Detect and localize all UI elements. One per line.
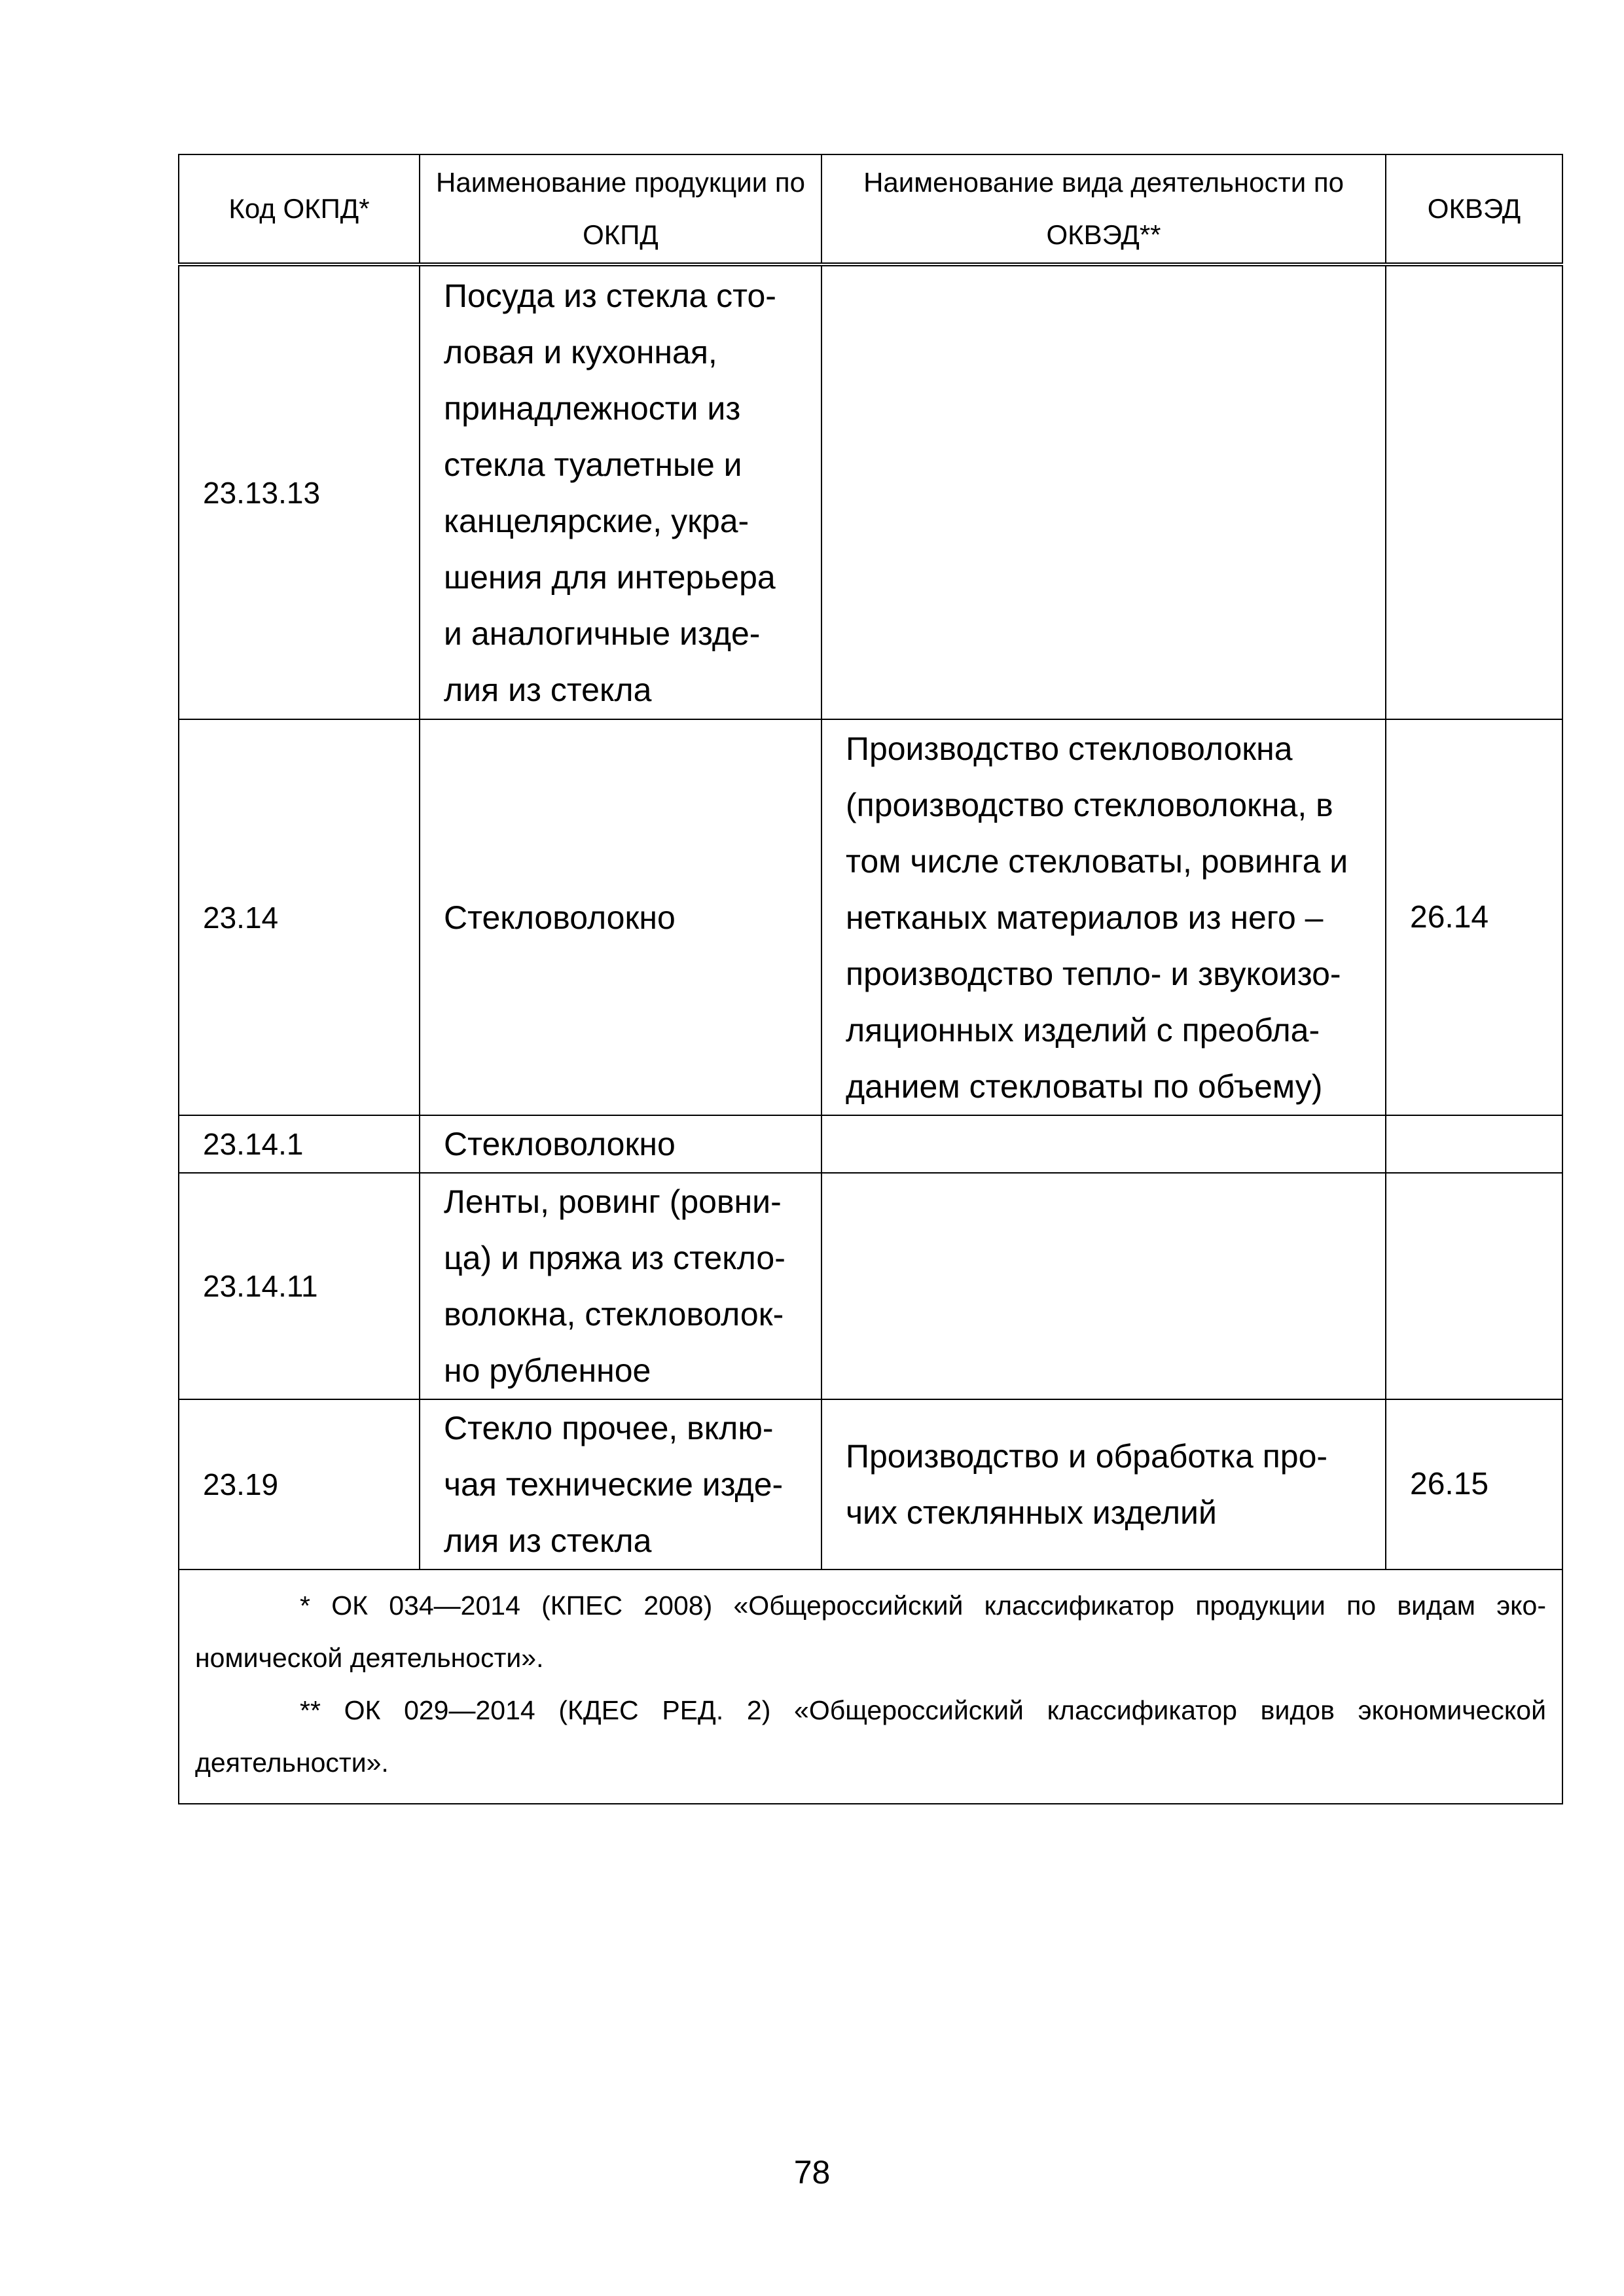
table-row bbox=[179, 1399, 1562, 1570]
okved-code bbox=[1386, 1173, 1562, 1399]
okpd-okved-table bbox=[178, 154, 1563, 1804]
page-number: 78 bbox=[793, 2154, 831, 2191]
product-name: Ленты, ровинг (ровни-ца) и пряжа из стекло-волокна, стекловолок-но рубленное bbox=[420, 1173, 821, 1399]
header-code: Код ОКПД* bbox=[179, 154, 420, 264]
table-row bbox=[179, 1115, 1562, 1173]
footnotes-row bbox=[179, 1570, 1562, 1804]
footnote-okved: ** ОК 029—2014 (КДЕС РЕД. 2) «Общероссийский классификатор видов экономической деятельности». bbox=[195, 1695, 1546, 1778]
okved-code bbox=[1386, 1115, 1562, 1173]
table-row bbox=[179, 264, 1562, 719]
okpd-code: 23.14.1 bbox=[179, 1115, 420, 1173]
okpd-code: 23.14.11 bbox=[179, 1173, 420, 1399]
activity-name: Производство и обработка про-чих стеклянных изделий bbox=[821, 1399, 1386, 1570]
product-name: Стекло прочее, вклю-чая технические изде-лия из стекла bbox=[420, 1399, 821, 1570]
product-name: Посуда из стекла сто-ловая и кухонная, принадлежности из стекла туалетные и канцелярские, укра-шения для интерьера и аналогичные изде-лия из стекла bbox=[420, 264, 821, 719]
okpd-code: 23.14 bbox=[179, 719, 420, 1115]
okved-code: 26.14 bbox=[1386, 719, 1562, 1115]
activity-name bbox=[821, 1115, 1386, 1173]
footnotes-cell bbox=[179, 1570, 1562, 1804]
footnote-okpd: * ОК 034—2014 (КПЕС 2008) «Общероссийский классификатор продукции по видам эко-номической деятельности». bbox=[195, 1590, 1546, 1673]
product-name: Стекловолокно bbox=[420, 719, 821, 1115]
header-okved: ОКВЭД bbox=[1386, 154, 1562, 264]
activity-name bbox=[821, 1173, 1386, 1399]
okved-code: 26.15 bbox=[1386, 1399, 1562, 1570]
okved-code bbox=[1386, 264, 1562, 719]
table-row bbox=[179, 719, 1562, 1115]
table-header-row bbox=[179, 154, 1562, 264]
activity-name bbox=[821, 264, 1386, 719]
product-name: Стекловолокно bbox=[420, 1115, 821, 1173]
header-activity: Наименование вида деятельности по ОКВЭД** bbox=[821, 154, 1386, 264]
okpd-code: 23.19 bbox=[179, 1399, 420, 1570]
activity-name: Производство стекловолокна (производство стекловолокна, в том числе стекловаты, ровинга и нетканых материалов из него – производство тепло- и звукоизо-ляционных изделий с преобла-данием стекловаты по объему) bbox=[821, 719, 1386, 1115]
table-row bbox=[179, 1173, 1562, 1399]
okpd-code: 23.13.13 bbox=[179, 264, 420, 719]
header-product: Наименование продукции по ОКПД bbox=[420, 154, 821, 264]
